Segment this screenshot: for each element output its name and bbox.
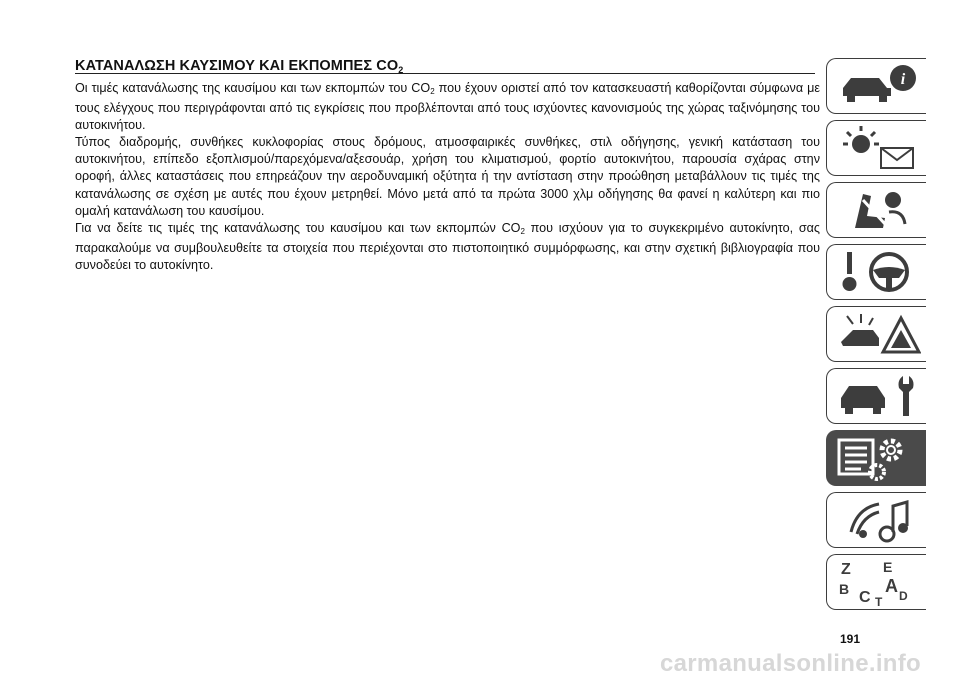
- technical-data-icon: [833, 434, 921, 482]
- tab-starting-driving[interactable]: [826, 244, 926, 300]
- key-steering-wheel-icon: [833, 248, 921, 296]
- warning-lights-mail-icon: [833, 124, 921, 172]
- tab-alphabetical-index[interactable]: [826, 554, 926, 610]
- body-text: [75, 80, 820, 274]
- tab-car-info[interactable]: [826, 58, 926, 114]
- tab-emergency[interactable]: [826, 306, 926, 362]
- heading-rule: [75, 73, 815, 74]
- index-letter-d: D: [899, 589, 908, 603]
- index-letter-z: Z: [841, 561, 851, 578]
- tab-warning-lights[interactable]: [826, 120, 926, 176]
- paragraph-1-text: Οι τιμές κατανάλωσης της καυσίμου και των εκπομπών του CO: [75, 81, 431, 95]
- tab-safety[interactable]: [826, 182, 926, 238]
- paragraph-3-rest: που ισχύουν για το συγκεκριμένο αυτοκίνητο, σας παρακαλούμε να συμβουλευθείτε τα στοιχεία που περιέχονται στο πιστοποιητικό συμμόρφωσης, και στην σχετική βιβλιογραφία που συνοδεύει το αυτοκίνητο.: [75, 220, 821, 272]
- heading-text: ΚΑΤΑΝΑΛΩΣΗ ΚΑΥΣΙΜΟΥ ΚΑΙ ΕΚΠΟΜΠΕΣ CO: [75, 58, 399, 74]
- alphabetical-index-icon: [833, 558, 921, 606]
- watermark: carmanualsonline.info: [660, 650, 922, 677]
- tab-multimedia[interactable]: [826, 492, 926, 548]
- chapter-tabs: [826, 58, 926, 612]
- index-letter-a: A: [885, 576, 898, 596]
- index-letter-t: T: [875, 595, 883, 606]
- paragraph-3-text: Για να δείτε τις τιμές της κατανάλωσης του καυσίμου και των εκπομπών CO: [75, 220, 521, 235]
- heading-subscript: 2: [398, 65, 404, 75]
- paragraph-1-subscript: 2: [430, 87, 435, 96]
- page-number: 191: [840, 632, 861, 646]
- seat-airbag-icon: [833, 186, 921, 234]
- index-letter-b: B: [839, 581, 850, 597]
- paragraph-1-rest: που έχουν οριστεί από τον κατασκευαστή καθορίζονται σύμφωνα με τους ελέγχους που περιγράφονται από τις εγκρίσεις που προβλέπονται από τους ισχύοντες κανονισμούς της χώρας ταξινόμησης του αυτοκινήτου.: [75, 81, 820, 133]
- tab-maintenance[interactable]: [826, 368, 926, 424]
- tab-technical-data[interactable]: [826, 430, 926, 486]
- paragraph-3: [75, 220, 820, 274]
- paragraph-3-subscript: 2: [520, 226, 525, 236]
- index-letter-e: E: [883, 559, 893, 575]
- paragraph-2-text: Τύπος διαδρομής, συνθήκες κυκλοφορίας στους δρόμους, ατμοσφαιρικές συνθήκες, στιλ οδήγησης, γενική κατάσταση του αυτοκινήτου, επίπεδο εξοπλισμού/παρεχόμενα/αξεσουάρ, χρήση του κλιματισμού, φορτίο αυτοκινήτου, παρουσία σχάρας στην οροφή, άλλες καταστάσεις που επηρεάζουν την αεροδυναμική οξύτητα ή την αντίσταση στην προώθηση μεταβάλλουν τις τιμές της κατανάλωσης σε σχέση με αυτές που έχουν μετρηθεί. Μόνο μετά από τα πρώτα 3000 χλμ οδήγησης θα φανεί η καλύτερη και πιο ομαλή κατανάλωση του καυσίμου.: [75, 135, 820, 218]
- emergency-warning-icon: [833, 310, 921, 358]
- index-letter-c: C: [859, 589, 871, 606]
- svg-text:i: i: [900, 71, 906, 88]
- multimedia-icon: [833, 496, 921, 544]
- car-info-icon: [833, 62, 921, 110]
- car-maintenance-icon: [833, 372, 921, 420]
- paragraph-2: [75, 134, 820, 219]
- paragraph-1: [75, 80, 820, 134]
